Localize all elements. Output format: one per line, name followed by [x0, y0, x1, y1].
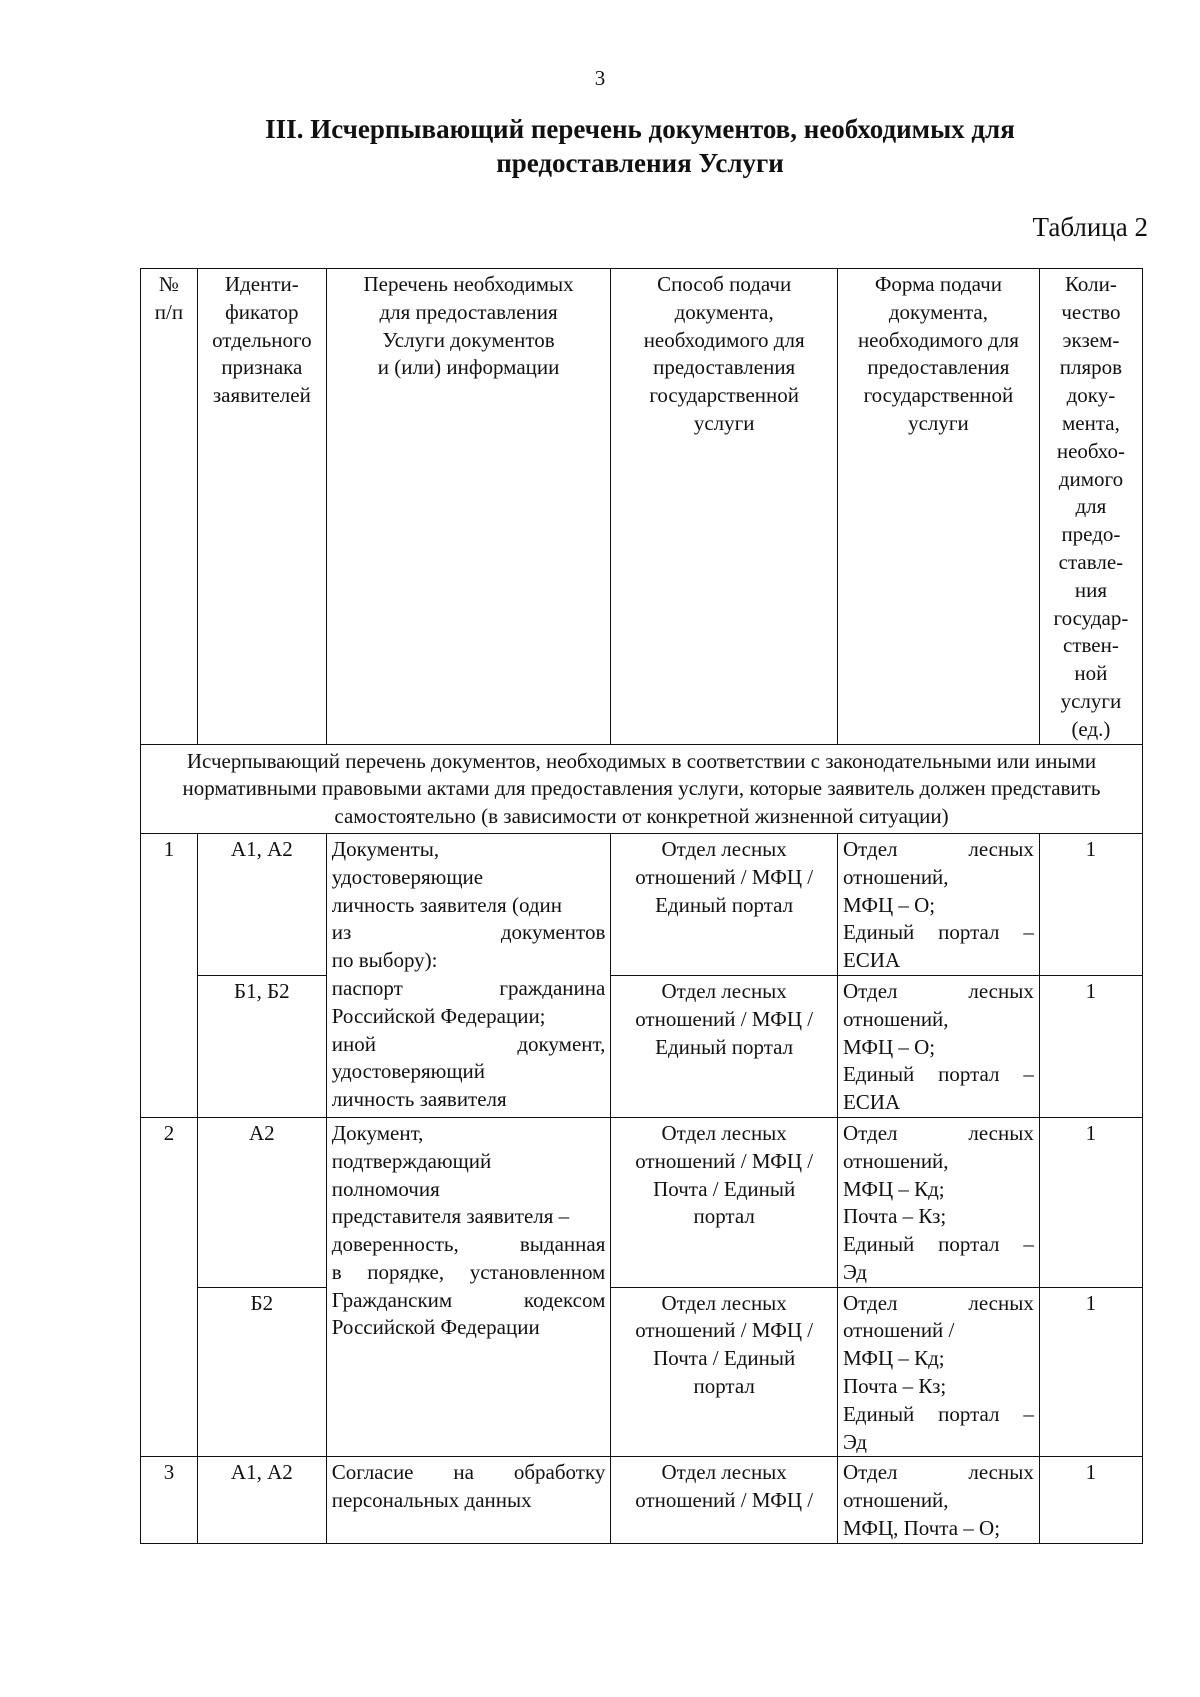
- header-documents: [326, 269, 611, 745]
- section-heading: [140, 112, 1140, 180]
- cell-line: Российской Федерации: [331, 1315, 540, 1340]
- cell-line: полномочия: [331, 1176, 440, 1201]
- cell-line: по выбору):: [331, 948, 438, 973]
- cell-line: в порядке, установленном: [331, 1259, 606, 1284]
- row-1-form-a: [837, 833, 1039, 975]
- row-2-form-a: [837, 1117, 1039, 1287]
- row-3-form: [837, 1457, 1039, 1543]
- cell-line: пляров: [1059, 355, 1123, 380]
- cell-line: МФЦ – Кд;: [842, 1176, 945, 1201]
- row-2-identifier-b: Б2: [197, 1287, 326, 1457]
- cell-line: чество: [1061, 299, 1121, 324]
- table-row: [141, 1457, 1143, 1543]
- cell-line: портал: [693, 1374, 755, 1399]
- cell-line: удостоверяющие: [331, 864, 484, 889]
- table-header-row: [141, 269, 1143, 745]
- cell-line: Гражданским кодексом: [331, 1287, 606, 1312]
- cell-line: документа,: [674, 299, 774, 324]
- cell-line: Почта – Кз;: [842, 1374, 947, 1399]
- cell-line: Перечень необходимых: [363, 272, 574, 296]
- cell-line: государственной: [863, 383, 1014, 408]
- cell-line: подтверждающий: [331, 1148, 492, 1173]
- cell-line: отношений / МФЦ /: [635, 864, 814, 889]
- cell-line: представителя заявителя –: [331, 1204, 570, 1229]
- cell-line: МФЦ – Кд;: [842, 1346, 945, 1371]
- cell-line: для предоставления: [379, 299, 558, 324]
- cell-line: Отдел лесных: [842, 1460, 1034, 1485]
- row-1-form-b: [837, 975, 1039, 1117]
- cell-line: государственной: [649, 383, 799, 408]
- row-3-quantity: 1: [1039, 1457, 1142, 1543]
- cell-line: признака: [221, 355, 303, 380]
- cell-line: Способ подачи: [657, 272, 792, 296]
- cell-line: Коли-: [1064, 272, 1117, 296]
- row-1-num: 1: [141, 833, 198, 1117]
- cell-line: отношений /: [842, 1318, 955, 1343]
- cell-line: Единый портал –: [842, 920, 1034, 945]
- cell-line: доверенность, выданная: [331, 1232, 606, 1257]
- row-2-num: 2: [141, 1117, 198, 1457]
- cell-line: МФЦ – О;: [842, 892, 936, 917]
- cell-line: Эд: [842, 1429, 867, 1454]
- cell-line: отношений / МФЦ /: [635, 1006, 814, 1031]
- cell-line: отношений,: [842, 1488, 949, 1513]
- cell-line: Услуги документов: [382, 327, 555, 352]
- cell-line: Документ,: [331, 1120, 424, 1145]
- row-3-method: [611, 1457, 838, 1543]
- cell-line: мента,: [1061, 410, 1120, 435]
- cell-line: необходимого для: [857, 327, 1019, 352]
- cell-line: отдельного: [212, 327, 312, 352]
- page-number: 3: [594, 66, 606, 90]
- table-row: [141, 975, 1143, 1117]
- cell-line: услуги: [693, 410, 755, 435]
- cell-line: Почта / Единый: [653, 1346, 796, 1371]
- cell-line: предоставления: [653, 355, 796, 380]
- cell-line: доку-: [1066, 383, 1116, 408]
- row-2-quantity-b: 1: [1039, 1287, 1142, 1457]
- row-2-form-b: [837, 1287, 1039, 1457]
- cell-line: экзем-: [1062, 327, 1120, 352]
- cell-line: отношений,: [842, 864, 949, 889]
- row-2-documents: [326, 1117, 611, 1457]
- table-row: [141, 833, 1143, 975]
- cell-line: ной: [1074, 661, 1108, 686]
- cell-line: ствен-: [1063, 633, 1119, 658]
- cell-line: предо-: [1061, 522, 1121, 547]
- cell-line: Документы,: [331, 836, 440, 861]
- table-caption: Таблица 2: [1032, 212, 1148, 242]
- cell-line: Иденти-: [224, 272, 299, 296]
- cell-line: отношений / МФЦ /: [635, 1148, 814, 1173]
- cell-line: необхо-: [1056, 438, 1125, 463]
- header-submission-form: [837, 269, 1039, 745]
- cell-line: отношений,: [842, 1006, 949, 1031]
- cell-line: Отдел лесных: [661, 1460, 787, 1485]
- cell-line: удостоверяющий: [331, 1059, 485, 1084]
- table-row: [141, 1287, 1143, 1457]
- cell-line: фикатор: [225, 299, 299, 324]
- section-heading-line-1: III. Исчерпывающий перечень документов, необходимых для: [265, 114, 1015, 144]
- cell-line: Единый портал: [655, 892, 794, 917]
- cell-line: Отдел лесных: [661, 1120, 787, 1145]
- section-title: Исчерпывающий перечень документов, необходимых в соответствии с законодательными или иными нормативными правовыми актами для предоставления услуги, которые заявитель должен представить самостоятельно (в зависимости от конкретной жизненной ситуации): [141, 744, 1143, 833]
- cell-line: ставле-: [1058, 549, 1124, 574]
- cell-line: государ-: [1053, 605, 1129, 630]
- cell-line: иной документ,: [331, 1031, 606, 1056]
- cell-line: портал: [693, 1204, 755, 1229]
- cell-line: Единый портал –: [842, 1062, 1034, 1087]
- cell-line: Отдел лесных: [661, 978, 787, 1003]
- section-row: [141, 744, 1143, 833]
- cell-line: Единый портал –: [842, 1401, 1034, 1426]
- row-1-method-b: [611, 975, 838, 1117]
- cell-line: Отдел лесных: [842, 1120, 1034, 1145]
- cell-line: отношений,: [842, 1148, 949, 1173]
- cell-line: Российской Федерации;: [331, 1003, 546, 1028]
- cell-line: ния: [1074, 577, 1107, 602]
- cell-line: Отдел лесных: [661, 836, 787, 861]
- cell-line: Согласие на обработку: [331, 1460, 606, 1485]
- cell-line: личность заявителя: [331, 1087, 507, 1112]
- cell-line: МФЦ, Почта – О;: [842, 1516, 1001, 1541]
- cell-line: Отдел лесных: [842, 1290, 1034, 1315]
- cell-line: услуги: [1060, 688, 1122, 713]
- cell-line: МФЦ – О;: [842, 1034, 936, 1059]
- cell-line: услуги: [908, 410, 969, 435]
- cell-line: для: [1075, 494, 1107, 519]
- cell-line: димого: [1058, 466, 1124, 491]
- cell-line: из документов: [331, 920, 606, 945]
- cell-line: отношений / МФЦ /: [635, 1318, 814, 1343]
- documents-table: [140, 268, 1143, 1544]
- cell-line: документа,: [888, 299, 988, 324]
- cell-line: и (или) информации: [377, 355, 560, 380]
- header-submission-method: [611, 269, 838, 745]
- row-2-method-a: [611, 1117, 838, 1287]
- row-2-quantity-a: 1: [1039, 1117, 1142, 1287]
- cell-line: Отдел лесных: [661, 1290, 787, 1315]
- row-1-method-a: [611, 833, 838, 975]
- header-identifier: [197, 269, 326, 745]
- cell-line: п/п: [154, 299, 184, 324]
- cell-line: Форма подачи: [874, 272, 1002, 296]
- cell-line: Отдел лесных: [842, 978, 1034, 1003]
- cell-line: Единый портал: [655, 1034, 794, 1059]
- cell-line: Эд: [842, 1259, 867, 1284]
- cell-line: Почта / Единый: [653, 1176, 796, 1201]
- cell-line: Почта – Кз;: [842, 1204, 947, 1229]
- row-1-quantity-b: 1: [1039, 975, 1142, 1117]
- row-3-documents: [326, 1457, 611, 1543]
- cell-line: (ед.): [1071, 716, 1111, 741]
- cell-line: заявителей: [212, 383, 311, 408]
- cell-line: Единый портал –: [842, 1232, 1034, 1257]
- row-2-method-b: [611, 1287, 838, 1457]
- row-3-num: 3: [141, 1457, 198, 1543]
- header-quantity: [1039, 269, 1142, 745]
- cell-line: предоставления: [867, 355, 1010, 380]
- cell-line: №: [158, 272, 179, 296]
- cell-line: персональных данных: [331, 1488, 532, 1513]
- cell-line: ЕСИА: [842, 948, 901, 973]
- cell-line: ЕСИА: [842, 1090, 901, 1115]
- cell-line: личность заявителя (один: [331, 892, 562, 917]
- row-3-identifier: А1, А2: [197, 1457, 326, 1543]
- cell-line: отношений / МФЦ /: [635, 1488, 814, 1513]
- row-2-identifier-a: А2: [197, 1117, 326, 1287]
- row-1-quantity-a: 1: [1039, 833, 1142, 975]
- header-num: [141, 269, 198, 745]
- cell-line: необходимого для: [643, 327, 805, 352]
- cell-line: Отдел лесных: [842, 836, 1034, 861]
- cell-line: паспорт гражданина: [331, 975, 606, 1000]
- section-heading-line-2: предоставления Услуги: [496, 148, 784, 178]
- table-row: [141, 1117, 1143, 1287]
- row-1-identifier-a: А1, А2: [197, 833, 326, 975]
- row-1-identifier-b: Б1, Б2: [197, 975, 326, 1117]
- row-1-documents: [326, 833, 611, 1117]
